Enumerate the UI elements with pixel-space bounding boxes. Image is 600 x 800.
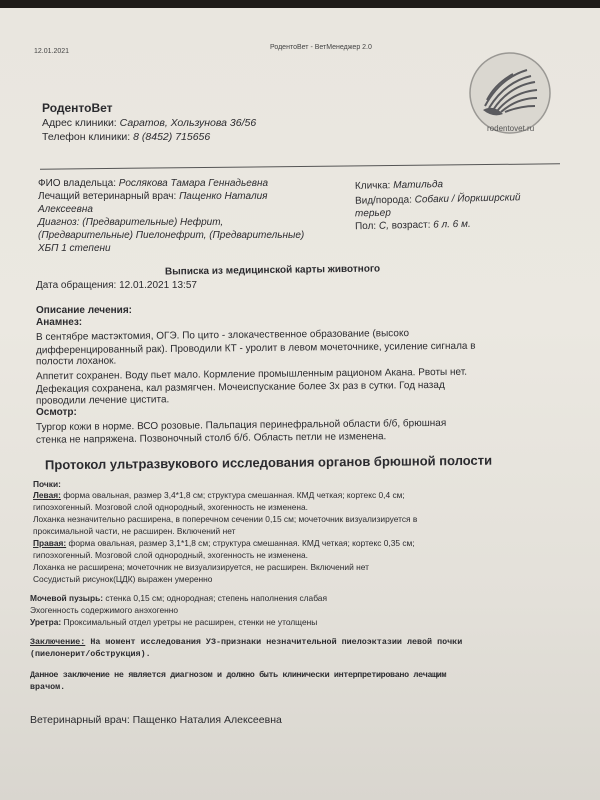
clinic-name: РодентоВет: [42, 101, 113, 115]
right-kidney-line: Правая: форма овальная, размер 3,1*1,8 см; структура смешанная. КМД четкая; кортекс 0,35 см;: [33, 538, 415, 548]
owner-line: ФИО владельца: Рослякова Тамара Геннадьевна: [38, 178, 269, 189]
document-page: [0, 8, 600, 800]
protocol-title: Протокол ультразвукового исследования органов брюшной полости: [44, 452, 493, 473]
bladder-line-2: Эхогенность содержимого анэхогенно: [30, 605, 179, 615]
diagnosis-line-2: (Предварительные) Пиелонефрит, (Предварительные): [38, 230, 305, 241]
clinic-phone: Телефон клиники: 8 (8452) 715656: [42, 131, 211, 143]
visit-date: Дата обращения: 12.01.2021 13:57: [36, 280, 197, 291]
left-kidney-line-2: гипоэхогенный. Мозговой слой однородный, эхогенность не изменена.: [33, 502, 308, 512]
logo-caption: rodentovet.ru: [487, 124, 535, 133]
anamnesis-line: Дефекация сохранена, кал размягчен. Мочеиспускание более 3х раз в сутки. Год назад: [35, 379, 445, 396]
right-kidney-line-2: гипоэхогенный. Мозговой слой однородный, эхогенность не изменена.: [33, 550, 308, 560]
right-kidney-line-4: Сосудистый рисунок(ЦДК) выражен умеренно: [33, 574, 213, 584]
doctor-line-2: Алексеевна: [38, 204, 93, 215]
diagnosis-line-3: ХБП 1 степени: [38, 243, 111, 254]
pet-species-2: терьер: [354, 207, 391, 220]
bladder-line: Мочевой пузырь: стенка 0,15 см; однородная; степень наполнения слабая: [30, 593, 327, 603]
urethra-line: Уретра: Проксимальный отдел уретры не расширен, стенки не утолщены: [30, 617, 318, 627]
disclaimer-line: Данное заключение не является диагнозом и должно быть клинически интерпретировано лечащим: [30, 670, 447, 680]
clinic-address: Адрес клиники: Саратов, Хользунова 36/56: [42, 117, 257, 129]
conclusion-line: Заключение: На момент исследования УЗ-признаки незначительной пиелоэктазии левой почки: [30, 637, 463, 647]
conclusion-line-2: (пиелонерит/обструкция).: [30, 649, 151, 659]
anamnesis-line: В сентябре мастэктомия, ОГЭ. По цито - злокачественное образование (высоко: [35, 328, 410, 343]
kidneys-title: Почки:: [33, 479, 61, 489]
app-name: РодентоВет - ВетМенеджер 2.0: [270, 44, 372, 51]
signature-line: Ветеринарный врач: Пащенко Наталия Алексеевна: [30, 714, 282, 726]
anamnesis-line: дифференцированный рак). Проводили КТ - уролит в левом мочеточнике, усиление сигнала в: [35, 340, 476, 357]
pet-sex-age: Пол: С, возраст: 6 л. 6 м.: [354, 218, 471, 233]
anamnesis-line: Аппетит сохранен. Воду пьет мало. Кормление промышленным рационом Акана. Рвоты нет.: [35, 366, 468, 383]
header-divider: [40, 163, 560, 169]
anamnesis-line: проводили лечение цистита.: [35, 394, 170, 407]
left-kidney-line-4: проксимальной части, не расширен. Включений нет: [33, 526, 236, 536]
exam-title: Осмотр:: [36, 407, 77, 418]
exam-line: Тургор кожи в норме. ВСО розовые. Пальпация перинефральной области б/б, брюшная: [35, 417, 447, 434]
record-title: Выписка из медицинской карты животного: [164, 263, 381, 278]
disclaimer-line-2: врачом.: [30, 682, 66, 692]
anamnesis-line: полости лоханок.: [35, 355, 117, 368]
left-kidney-line-3: Лоханка незначительно расширена, в поперечном сечении 0,15 см; мочеточник визуализируется в: [33, 514, 418, 524]
pet-species: Вид/порода: Собаки / Йоркширский: [354, 192, 521, 207]
right-kidney-line-3: Лоханка не расширена; мочеточник не визуализируется, не расширен. Включений нет: [33, 562, 369, 572]
pet-name: Кличка: Матильда: [354, 179, 444, 192]
doctor-line: Лечащий ветеринарный врач: Пащенко Наталия: [38, 191, 268, 202]
diagnosis-line: Диагноз: (Предварительные) Нефрит,: [38, 217, 224, 228]
treatment-title: Описание лечения:: [36, 305, 132, 316]
left-kidney-line: Левая: форма овальная, размер 3,4*1,8 см; структура смешанная. КМД четкая; кортекс 0,4 см;: [33, 490, 405, 500]
print-date: 12.01.2021: [34, 48, 70, 55]
exam-line: стенка не напряжена. Позвоночный столб б/б. Область петли не изменена.: [35, 431, 387, 446]
anamnesis-title: Анамнез:: [36, 317, 83, 328]
